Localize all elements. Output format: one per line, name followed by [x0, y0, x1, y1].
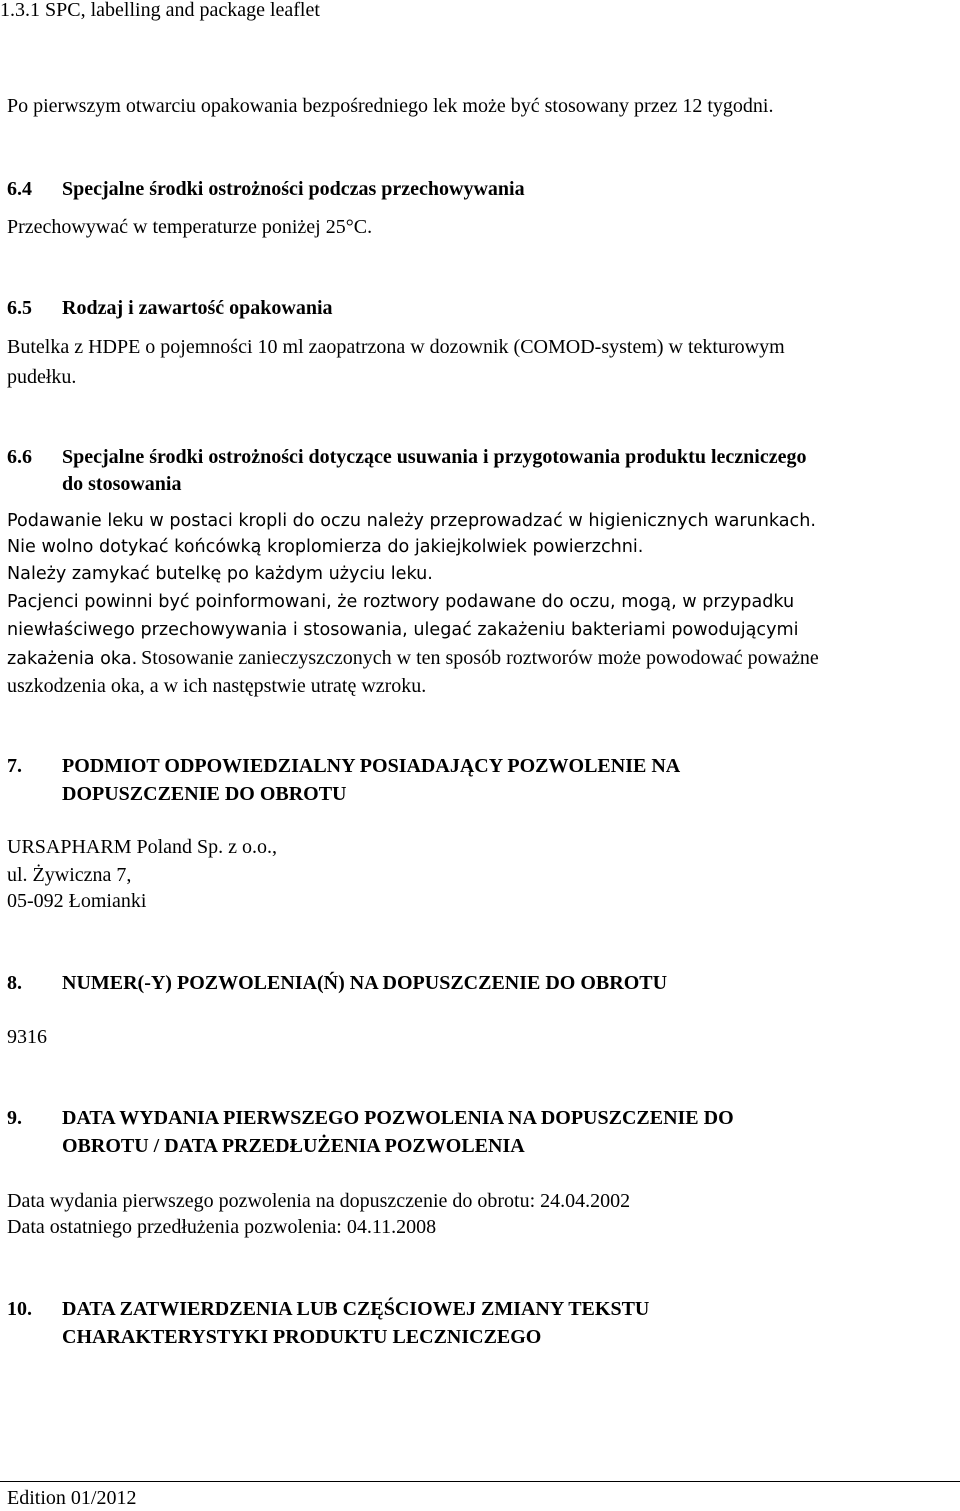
first-authorisation-date: Data wydania pierwszego pozwolenia na dopuszczenie do obrotu: 24.04.2002: [7, 1190, 631, 1212]
section-6-6-heading-line: Specjalne środki ostrożności dotyczące usuwania i przygotowania produktu leczniczego: [62, 446, 807, 468]
footer-divider: [0, 1481, 960, 1482]
section-6-6-text-sans: zakażenia oka.: [7, 649, 138, 669]
renewal-date: Data ostatniego przedłużenia pozwolenia: 04.11.2008: [7, 1216, 437, 1238]
section-6-4-body: Przechowywać w temperaturze poniżej 25°C.: [7, 216, 373, 238]
section-6-6-paragraph-line: niewłaściwego przechowywania i stosowania, ulegać zakażeniu bakteriami powodującymi: [7, 620, 799, 640]
section-10-number: 10.: [7, 1298, 32, 1320]
authorisation-number: 9316: [7, 1026, 47, 1048]
section-10-heading-line: DATA ZATWIERDZENIA LUB CZĘŚCIOWEJ ZMIANY TEKSTU: [62, 1298, 650, 1320]
section-8-number: 8.: [7, 972, 22, 994]
section-10-heading-line: CHARAKTERYSTYKI PRODUKTU LECZNICZEGO: [62, 1326, 542, 1348]
section-6-6-heading-line: do stosowania: [62, 473, 182, 495]
company-name: URSAPHARM Poland Sp. z o.o.,: [7, 836, 278, 858]
section-9-number: 9.: [7, 1107, 22, 1129]
section-6-5-number: 6.5: [7, 297, 32, 319]
section-6-6-text-serif: Stosowanie zanieczyszczonych w ten sposób roztworów może powodować poważne: [141, 647, 819, 669]
section-7-heading-line: DOPUSZCZENIE DO OBROTU: [62, 783, 347, 805]
section-9-heading-line: DATA WYDANIA PIERWSZEGO POZWOLENIA NA DOPUSZCZENIE DO: [62, 1107, 734, 1129]
section-6-6-paragraph: Należy zamykać butelkę po każdym użyciu leku.: [7, 564, 433, 584]
section-6-4-heading: Specjalne środki ostrożności podczas przechowywania: [62, 178, 525, 200]
storage-after-opening-text: Po pierwszym otwarciu opakowania bezpośredniego lek może być stosowany przez 12 tygodni.: [7, 95, 774, 117]
section-6-5-body-line: Butelka z HDPE o pojemności 10 ml zaopatrzona w dozownik (COMOD-system) w tekturowym: [7, 336, 785, 358]
footer-edition: Edition 01/2012: [7, 1487, 137, 1509]
section-6-6-number: 6.6: [7, 446, 32, 468]
company-city: 05-092 Łomianki: [7, 890, 147, 912]
section-6-6-paragraph-line-mixed: [7, 645, 819, 672]
section-7-heading-line: PODMIOT ODPOWIEDZIALNY POSIADAJĄCY POZWOLENIE NA: [62, 755, 681, 777]
section-7-number: 7.: [7, 755, 22, 777]
section-6-6-paragraph-line: Pacjenci powinni być poinformowani, że roztwory podawane do oczu, mogą, w przypadku: [7, 592, 795, 612]
section-6-5-heading: Rodzaj i zawartość opakowania: [62, 297, 333, 319]
page-header-title: 1.3.1 SPC, labelling and package leaflet: [0, 0, 320, 21]
section-9-heading-line: OBROTU / DATA PRZEDŁUŻENIA POZWOLENIA: [62, 1135, 525, 1157]
section-6-6-paragraph: Nie wolno dotykać końcówką kroplomierza do jakiejkolwiek powierzchni.: [7, 537, 644, 557]
section-6-6-paragraph: Podawanie leku w postaci kropli do oczu należy przeprowadzać w higienicznych warunkach.: [7, 511, 816, 531]
section-8-heading: NUMER(-Y) POZWOLENIA(Ń) NA DOPUSZCZENIE DO OBROTU: [62, 972, 668, 994]
section-6-4-number: 6.4: [7, 178, 32, 200]
section-6-5-body-line: pudełku.: [7, 366, 77, 388]
section-6-6-paragraph-line: uszkodzenia oka, a w ich następstwie utratę wzroku.: [7, 675, 427, 697]
company-street: ul. Żywiczna 7,: [7, 864, 132, 886]
